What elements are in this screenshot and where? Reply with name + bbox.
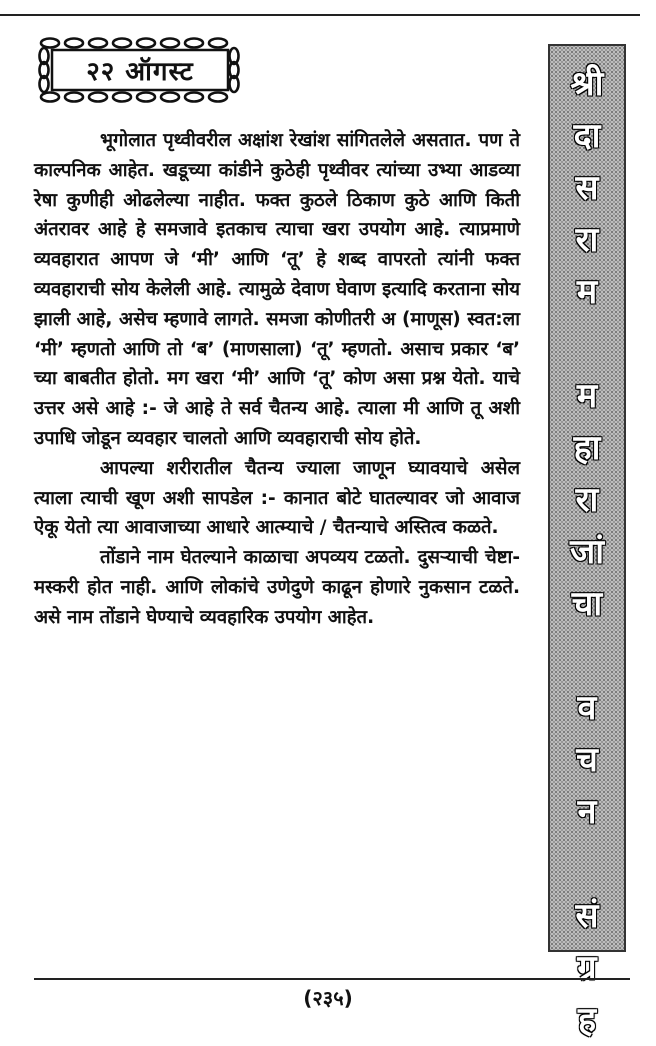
side-title-panel: [548, 44, 626, 1040]
side-letter: चा: [571, 584, 603, 624]
side-letter: रा: [575, 220, 599, 260]
side-title-letters: [550, 58, 624, 1046]
date-label: २२ ऑगस्ट: [86, 57, 194, 87]
side-letter: म: [576, 376, 598, 416]
page-number: (२३५): [303, 986, 353, 1010]
paragraph-2: आपल्या शरीरातील चैतन्य ज्याला जाणून घ्यावयाचे असेल त्याला त्याची खूण अशी सापडेल :- कानात बोटे घातल्यावर जो आवाज ऐकू येतो त्या आवाजाच्या आधारे आत्म्याचे / चैतन्याचे अस्तित्व कळते.: [34, 457, 520, 539]
paragraph-1: भूगोलात पृथ्वीवरील अक्षांश रेखांश सांगितलेले असतात. पण ते काल्पनिक आहेत. खडूच्या कांडीने कुठेही पृथ्वीवर त्यांच्या उभ्या आडव्या रेषा कुणीही ओढलेल्या नाहीत. फक्त कुठले ठिकाण कुठे आणि किती अंतरावर आहे हे समजावे इतकाच त्याचा खरा उपयोग आहे. त्याप्रमाणे व्यवहारात आपण जे ‘मी’ आणि ‘तू’ हे शब्द वापरतो त्यांनी फक्त व्यवहाराची सोय केलेली आहे. त्यामुळे देवाण घेवाण इत्यादि करताना सोय झाली आहे, असेच म्हणावे लागते. समजा कोणीतरी अ (माणूस) स्वत:ला ‘मी’ म्हणतो आणि तो ‘ब’ (माणसाला) ‘तू’ म्हणतो. असाच प्रकार ‘ब’ च्या बाबतीत होतो. मग खरा ‘मी’ आणि ‘तू’ कोण असा प्रश्न येतो. याचे उत्तर असे आहे :- जे आहे ते सर्व चैतन्य आहे. त्याला मी आणि तू अशी उपाधि जोडून व्यवहार चालतो आणि व्यवहाराची सोय होते.: [34, 130, 520, 449]
side-letter: न: [577, 792, 597, 832]
side-letter: दा: [573, 116, 601, 156]
side-letter: सं: [575, 896, 599, 936]
side-letter: जां: [569, 532, 605, 572]
side-letter: हा: [573, 428, 601, 468]
paragraph-3: तोंडाने नाम घेतल्याने काळाचा अपव्यय टळतो. दुसऱ्याची चेष्टा-मस्करी होत नाही. आणि लोकांचे उणेदुणे काढून होणारे नुकसान टळते. असे नाम तोंडाने घेण्याचे व्यवहारिक उपयोग आहेत.: [34, 547, 520, 628]
side-letter: श्री: [570, 64, 604, 104]
date-header-box: [34, 34, 246, 106]
body-text: [34, 126, 520, 633]
top-rule: [0, 14, 640, 16]
side-letter: म: [576, 272, 598, 312]
side-letter: च: [576, 740, 598, 780]
side-letter: व: [577, 688, 597, 728]
side-letter: ग्र: [577, 948, 597, 988]
bottom-rule: [34, 978, 630, 980]
side-letter: रा: [575, 480, 599, 520]
side-letter: स: [575, 168, 599, 208]
side-letter: ह: [577, 1000, 597, 1040]
